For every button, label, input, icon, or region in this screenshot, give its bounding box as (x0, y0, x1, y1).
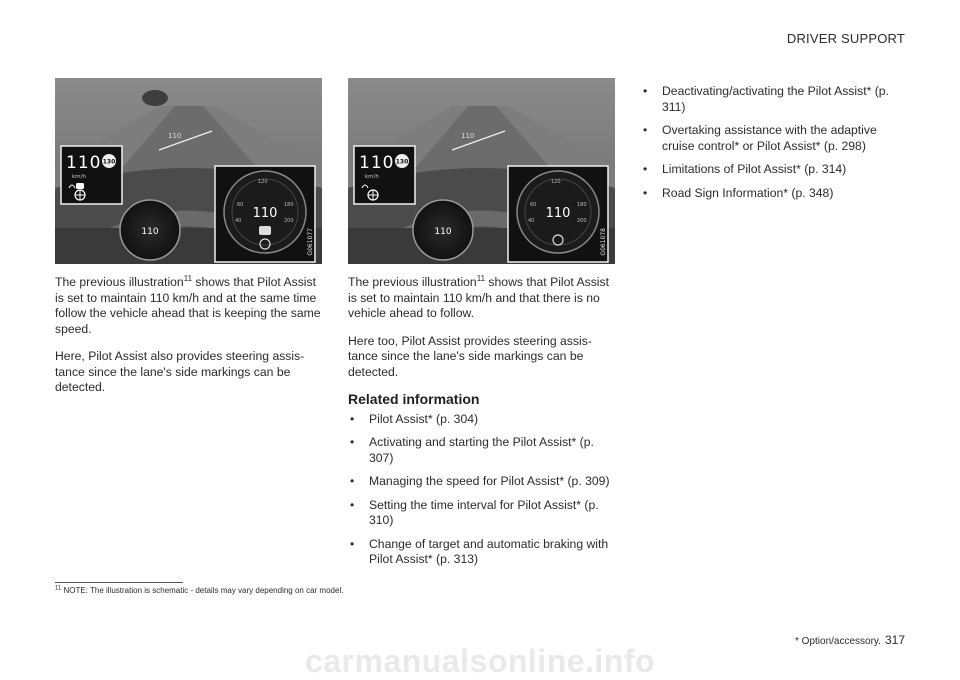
svg-text:110: 110 (168, 132, 182, 140)
svg-text:180: 180 (284, 202, 294, 208)
small-gauge-speed: 110 (141, 227, 159, 237)
svg-text:180: 180 (577, 202, 587, 208)
column-right (641, 84, 903, 209)
related-information-heading: Related information (348, 391, 480, 407)
paragraph-steering-1: Here, Pilot Assist also provides steering assis-tance since the lane's side markings can be detected. (55, 349, 305, 394)
speed-limit-sign: 130 (102, 158, 116, 166)
column-left (55, 78, 322, 408)
page-number: 317 (884, 633, 905, 647)
svg-text:40: 40 (528, 218, 535, 224)
paragraph-illustration-2: The previous illustration$^{11}$ shows that Pilot Assist is set to maintain 110 km/h and that there is no vehicle ahead to follow. (348, 273, 609, 320)
related-link[interactable]: • Pilot Assist* (p. 304) (350, 411, 479, 426)
watermark: carmanualsonline.info (304, 643, 656, 679)
footnote-divider (55, 582, 183, 583)
related-links-list-continued (641, 84, 903, 201)
pilot-assist-illustration-vehicle-ahead (55, 78, 322, 264)
figure-code: G061078 (599, 228, 607, 256)
paragraph-illustration-1: The previous illustration$^{11}$ shows that Pilot Assist is set to maintain 110 km/h and at the same time follow the vehicle ahead that is keeping the same speed. (55, 273, 321, 336)
related-link[interactable]: • Overtaking assistance with the adaptive cruise control* or Pilot Assist* (p. 298) (643, 123, 877, 153)
figure-code: G061077 (306, 228, 314, 256)
svg-text:200: 200 (284, 218, 294, 224)
svg-text:40: 40 (235, 218, 242, 224)
pilot-assist-illustration-no-vehicle (348, 78, 615, 264)
column-middle (348, 78, 615, 576)
svg-text:60: 60 (530, 202, 537, 208)
related-link[interactable]: • Change of target and automatic braking with Pilot Assist* (p. 313) (350, 536, 609, 566)
section-header: DRIVER SUPPORT (786, 31, 905, 46)
footnote-ref[interactable]: 11 (476, 273, 486, 283)
cluster-speed: 110 (545, 206, 571, 221)
related-link[interactable]: • Managing the speed for Pilot Assist* (p. 309) (350, 474, 610, 488)
related-links-list (348, 412, 615, 568)
svg-text:200: 200 (577, 218, 587, 224)
related-link[interactable]: • Road Sign Information* (p. 348) (643, 185, 834, 200)
hud-speed: 110 (359, 153, 395, 173)
option-accessory-note: * Option/accessory. (795, 636, 881, 647)
hud-unit: km/h (72, 174, 86, 180)
related-link[interactable]: • Limitations of Pilot Assist* (p. 314) (643, 162, 847, 176)
svg-text:110: 110 (461, 132, 475, 140)
hud-speed: 110 (66, 153, 102, 173)
speed-limit-sign: 130 (395, 158, 409, 166)
svg-text:120: 120 (551, 179, 561, 185)
related-link[interactable]: • Activating and starting the Pilot Assist* (p. 307) (350, 435, 594, 465)
related-link[interactable]: • Setting the time interval for Pilot Assist* (p. 310) (350, 497, 599, 527)
footnote: $^{11}$ NOTE: The illustration is schematic - details may vary depending on car model. (55, 585, 344, 595)
paragraph-steering-2: Here too, Pilot Assist provides steering assis-tance since the lane's side markings can be detected. (348, 333, 592, 379)
small-gauge-speed: 110 (434, 227, 452, 237)
svg-text:60: 60 (237, 202, 244, 208)
svg-text:120: 120 (258, 179, 268, 185)
related-link[interactable]: • Deactivating/activating the Pilot Assist* (p. 311) (643, 84, 889, 114)
footnote-ref[interactable]: 11 (183, 273, 193, 283)
hud-unit: km/h (365, 174, 379, 180)
cluster-speed: 110 (252, 206, 278, 221)
